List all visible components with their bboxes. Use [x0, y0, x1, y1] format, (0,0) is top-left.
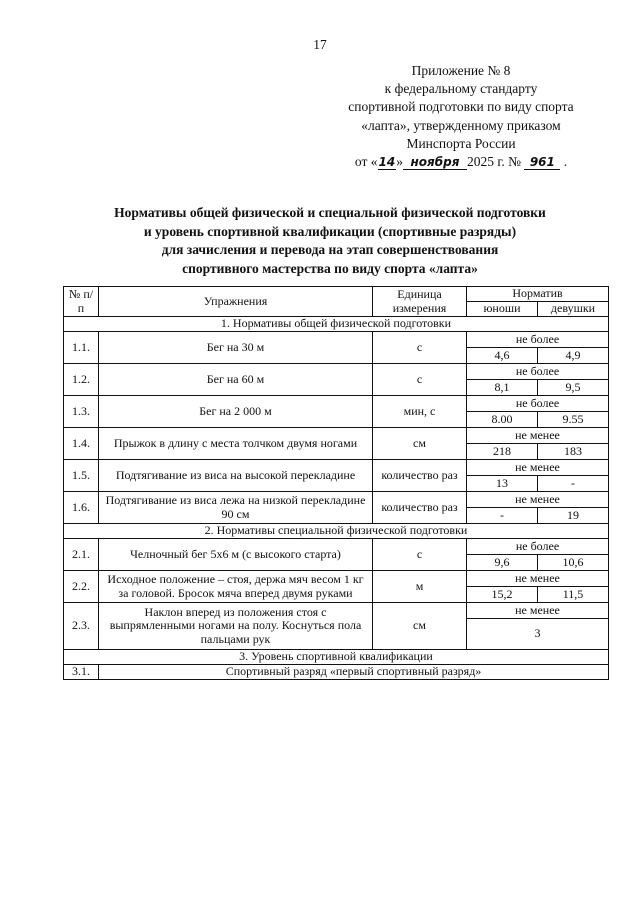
row-girls-value: - — [538, 476, 609, 492]
row-boys-value: 9,6 — [467, 555, 538, 571]
row-condition: не менее — [467, 492, 609, 508]
row-girls-value: 11,5 — [538, 587, 609, 603]
row-unit: количество раз — [373, 492, 467, 524]
section-title: 2. Нормативы специальной физической подготовки — [64, 524, 609, 539]
header-boys: юноши — [467, 302, 538, 317]
row-num: 2.2. — [64, 571, 99, 603]
date-end: . — [563, 154, 568, 170]
appendix-line: Минспорта России — [406, 135, 516, 151]
row-num: 1.4. — [64, 428, 99, 460]
row-unit: м — [373, 571, 467, 603]
row-exercise: Прыжок в длину с места толчком двумя ногами — [99, 428, 373, 460]
row-girls-value: 4,9 — [538, 348, 609, 364]
row-merged-value: 3 — [467, 619, 609, 650]
row-unit: мин, с — [373, 396, 467, 428]
row-condition: не более — [467, 396, 609, 412]
row-qualification: Спортивный разряд «первый спортивный разряд» — [99, 665, 609, 680]
appendix-line: к федеральному стандарту — [384, 81, 538, 97]
row-num: 3.1. — [64, 665, 99, 680]
appendix-header — [330, 62, 592, 171]
page-number: 17 — [313, 37, 327, 52]
row-exercise: Бег на 30 м — [99, 332, 373, 364]
header-norm: Норматив — [467, 287, 609, 302]
row-unit: с — [373, 364, 467, 396]
row-condition: не менее — [467, 571, 609, 587]
row-unit: см — [373, 603, 467, 650]
row-unit: количество раз — [373, 460, 467, 492]
row-girls-value: 19 — [538, 508, 609, 524]
row-boys-value: 8,1 — [467, 380, 538, 396]
row-exercise: Челночный бег 5х6 м (с высокого старта) — [99, 539, 373, 571]
title-line: спортивного мастерства по виду спорта «лапта» — [182, 260, 478, 276]
section-title: 1. Нормативы общей физической подготовки — [64, 317, 609, 332]
title-line: и уровень спортивной квалификации (спортивные разряды) — [143, 223, 517, 239]
row-girls-value: 9,5 — [538, 380, 609, 396]
header-girls: девушки — [538, 302, 609, 317]
section-title: 3. Уровень спортивной квалификации — [64, 650, 609, 665]
row-exercise: Подтягивание из виса на высокой перекладине — [99, 460, 373, 492]
row-num: 1.1. — [64, 332, 99, 364]
row-num: 2.3. — [64, 603, 99, 650]
row-condition: не более — [467, 364, 609, 380]
row-condition: не менее — [467, 428, 609, 444]
appendix-line: Приложение № 8 — [411, 63, 511, 78]
row-condition: не менее — [467, 603, 609, 619]
title-line: для зачисления и перевода на этап совершенствования — [161, 242, 499, 258]
row-num: 1.2. — [64, 364, 99, 396]
row-exercise: Бег на 2 000 м — [99, 396, 373, 428]
row-boys-value: - — [467, 508, 538, 524]
row-condition: не более — [467, 332, 609, 348]
handwritten-day: 14 — [378, 155, 396, 170]
row-boys-value: 4,6 — [467, 348, 538, 364]
row-num: 1.3. — [64, 396, 99, 428]
date-year: 2025 г. № — [466, 154, 521, 170]
date-mid: » — [396, 154, 403, 170]
row-boys-value: 15,2 — [467, 587, 538, 603]
order-date-line — [330, 153, 592, 171]
handwritten-month: ноября — [403, 156, 467, 170]
row-num: 1.6. — [64, 492, 99, 524]
row-boys-value: 8.00 — [467, 412, 538, 428]
row-girls-value: 183 — [538, 444, 609, 460]
handwritten-order-number: 961 — [524, 156, 560, 170]
header-exercise: Упражнения — [99, 287, 373, 317]
row-unit: с — [373, 539, 467, 571]
row-unit: с — [373, 332, 467, 364]
row-exercise: Бег на 60 м — [99, 364, 373, 396]
appendix-line: «лапта», утвержденному приказом — [361, 117, 561, 133]
row-exercise: Подтягивание из виса лежа на низкой перекладине 90 см — [99, 492, 373, 524]
row-num: 1.5. — [64, 460, 99, 492]
header-num: № п/п — [64, 287, 99, 317]
row-exercise: Исходное положение – стоя, держа мяч весом 1 кг за головой. Бросок мяча вперед двумя руками — [99, 571, 373, 603]
row-boys-value: 13 — [467, 476, 538, 492]
norms-table — [63, 286, 609, 680]
row-unit: см — [373, 428, 467, 460]
row-girls-value: 10,6 — [538, 555, 609, 571]
appendix-line: спортивной подготовки по виду спорта — [348, 99, 574, 115]
row-num: 2.1. — [64, 539, 99, 571]
row-condition: не менее — [467, 460, 609, 476]
row-condition: не более — [467, 539, 609, 555]
title-line: Нормативы общей физической и специальной физической подготовки — [114, 205, 546, 220]
row-boys-value: 218 — [467, 444, 538, 460]
date-prefix: от « — [354, 154, 378, 170]
header-unit: Единица измерения — [373, 287, 467, 317]
document-title — [80, 204, 580, 278]
row-girls-value: 9.55 — [538, 412, 609, 428]
row-exercise: Наклон вперед из положения стоя с выпрямленными ногами на полу. Коснуться пола пальцами рук — [99, 603, 373, 650]
